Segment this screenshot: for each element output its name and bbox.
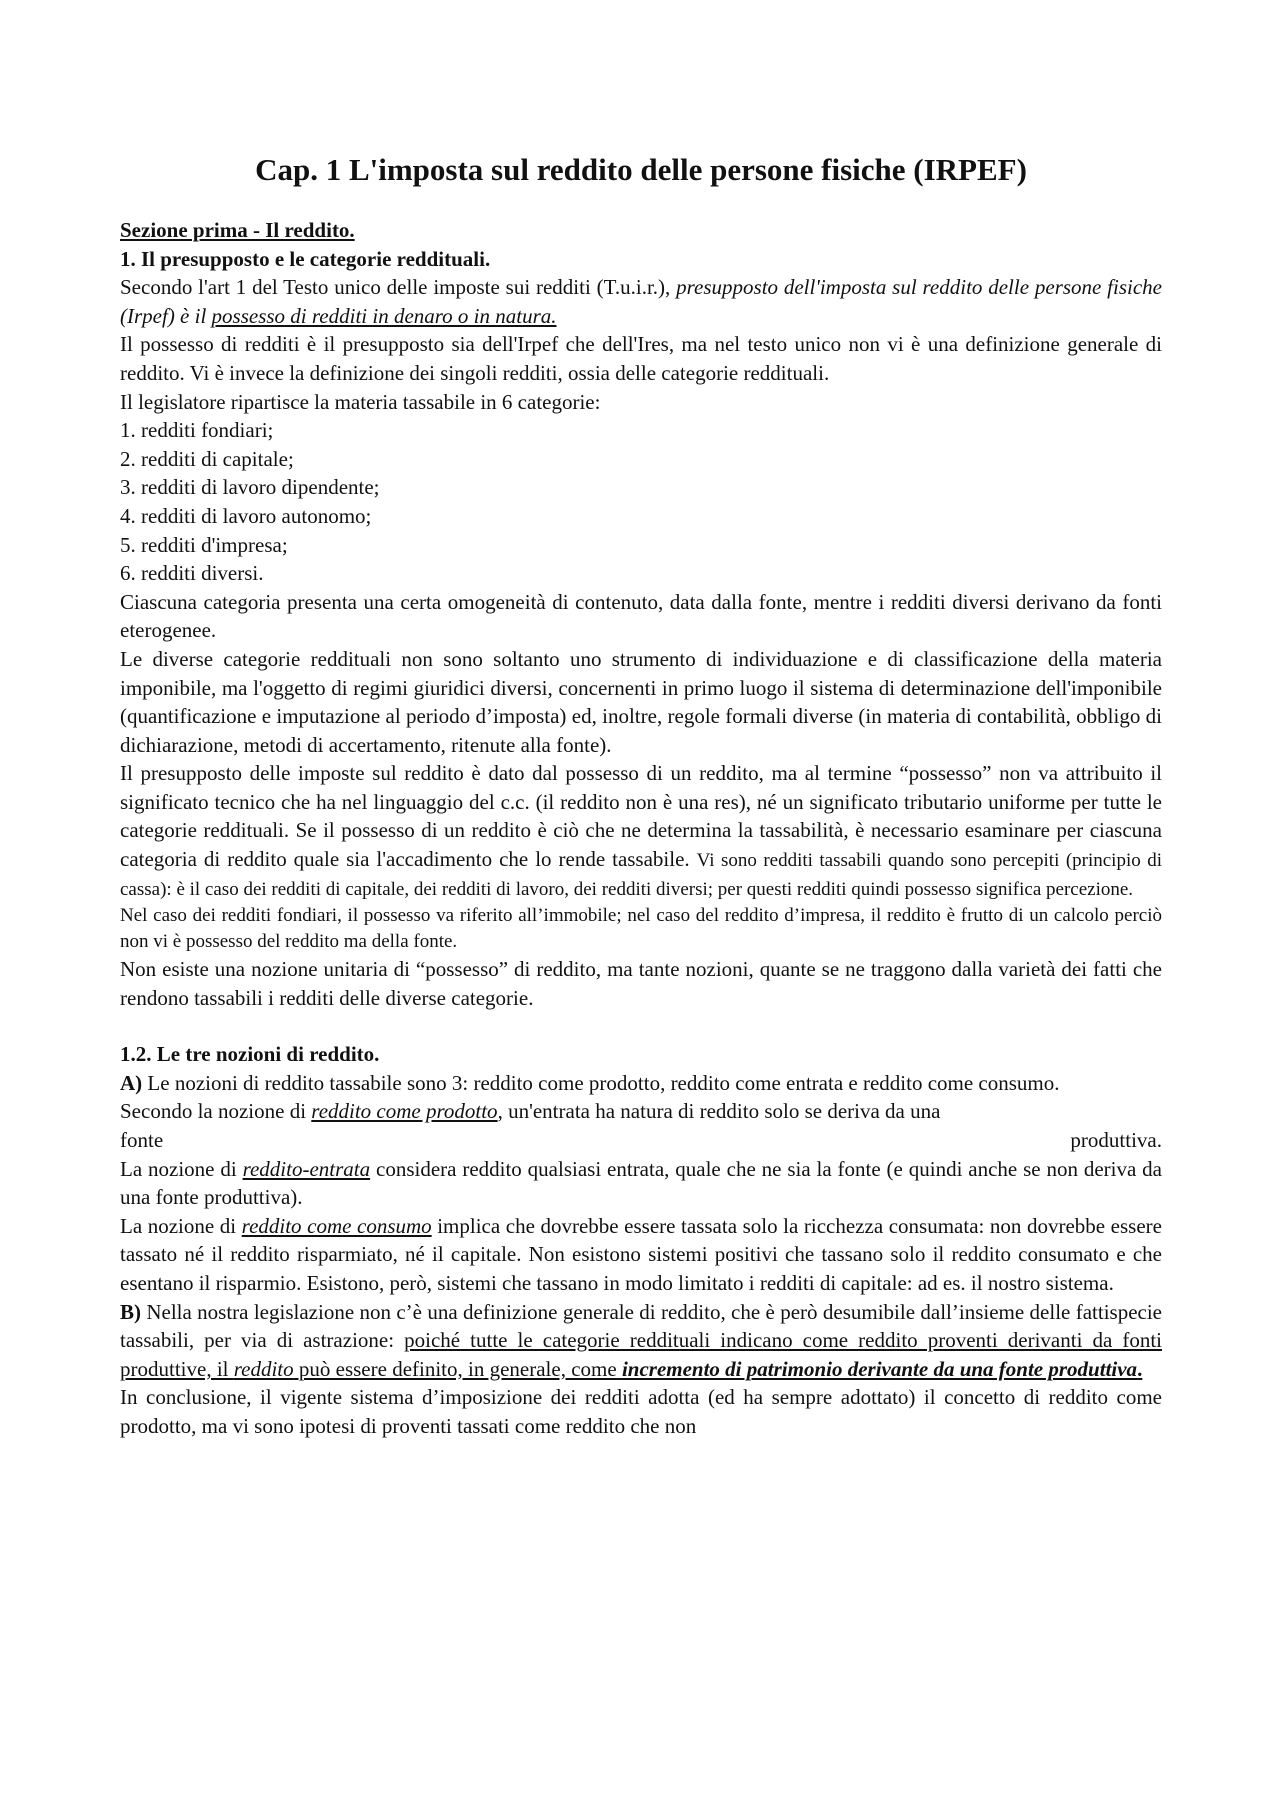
list-item: 3. redditi di lavoro dipendente; [120,475,380,500]
document-page [120,150,1162,1441]
paragraph-presupposto-possesso: Il presupposto delle imposte sul reddito è dato dal possesso di un reddito, ma al termine “possesso” non va attribuito il significato tecnico che ha nel linguaggio del c.c. (il reddito non è una res), né un significato tributario uniforme per tutte le categorie reddituali. Se il possesso di un reddito è ciò che ne determina la tassabilità, è necessario esaminare per ciascuna categoria di reddito quale sia l'accadimento che lo rende tassabile. Vi sono redditi tassabili quando sono percepiti (principio di cassa): è il caso dei redditi di capitale, dei redditi di lavoro, dei redditi diversi; per questi redditi quindi possesso significa percezione. [120,761,1162,901]
paragraph-categorie: Le diverse categorie reddituali non sono soltanto uno strumento di individuazione e di classificazione della materia imponibile, ma l'oggetto di regimi giuridici diversi, concernenti in primo luogo il sistema di determinazione dell'imponibile (quantificazione e imputazione al periodo d’imposta) ed, inoltre, regole formali diverse (in materia di contabilità, obbligo di dichiarazione, metodi di accertamento, ritenute alla fonte). [120,646,1162,757]
paragraph-omogeneita: Ciascuna categoria presenta una certa omogeneità di contenuto, data dalla fonte, mentre i redditi diversi derivano da fonti eterogenee. [120,589,1162,643]
paragraph-presupposto: Secondo l'art 1 del Testo unico delle imposte sui redditi (T.u.i.r.), presupposto dell'imposta sul reddito delle persone fisiche (Irpef) è il possesso di redditi in denaro o in natura. [120,275,1162,328]
subsection-heading-1: 1. Il presupposto e le categorie reddituali. [120,246,491,271]
paragraph-possesso: Il possesso di redditi è il presupposto sia dell'Irpef che dell'Ires, ma nel testo unico non vi è una definizione generale di reddito. Vi è invece la definizione dei singoli redditi, ossia delle categorie reddituali. [120,332,1162,385]
paragraph-conclusione: In conclusione, il vigente sistema d’imposizione dei redditi adotta (ed ha sempre adottato) il concetto di reddito come prodotto, ma vi sono ipotesi di proventi tassati come reddito che non [120,1385,1162,1438]
list-item: 4. redditi di lavoro autonomo; [120,503,372,528]
document-title: Cap. 1 L'imposta sul reddito delle persone fisiche (IRPEF) [255,152,1027,187]
list-item: 1. redditi fondiari; [120,418,274,443]
paragraph-nozioni: A) Le nozioni di reddito tassabile sono 3: reddito come prodotto, reddito come entrata e reddito come consumo. [120,1070,1060,1095]
paragraph-reddito-entrata: La nozione di reddito-entrata considera reddito qualsiasi entrata, quale che ne sia la fonte (e quindi anche se non deriva da una fonte produttiva). [120,1156,1163,1210]
section-heading: Sezione prima - Il reddito. [120,218,355,242]
list-item: 5. redditi d'impresa; [120,532,288,557]
paragraph-reddito-prodotto: Secondo la nozione di reddito come prodotto, un'entrata ha natura di reddito solo se deriva da una [120,1099,941,1124]
paragraph-fondiari: Nel caso dei redditi fondiari, il possesso va riferito all’immobile; nel caso del reddito d’impresa, il reddito è frutto di un calcolo perciò non vi è possesso del reddito ma della fonte. [120,905,1162,953]
paragraph-reddito-consumo: La nozione di reddito come consumo implica che dovrebbe essere tassata solo la ricchezza consumata: non dovrebbe essere tassato né il reddito risparmiato, né il capitale. Non esistono sistemi positivi che tassano solo il reddito consumato e che esentano il risparmio. Esistono, però, sistemi che tassano in modo limitato i redditi di capitale: ad es. il nostro sistema. [120,1213,1162,1295]
list-item: 2. redditi di capitale; [120,446,294,471]
list-item: 6. redditi diversi. [120,561,264,586]
paragraph-reddito-prodotto-end: fonte produttiva. [120,1128,1162,1153]
paragraph-definizione: B) Nella nostra legislazione non c’è una definizione generale di reddito, che è però desumibile dall’insieme delle fattispecie tassabili, per via di astrazione: poiché tutte le categorie reddituali indicano come reddito proventi derivanti da fonti produttive, il reddito può essere definito, in generale, come incremento di patrimonio derivante da una fonte produttiva. [120,1299,1162,1381]
paragraph-legislatore: Il legislatore ripartisce la materia tassabile in 6 categorie: [120,389,601,414]
subsection-heading-2: 1.2. Le tre nozioni di reddito. [120,1042,380,1067]
paragraph-nozione-unitaria: Non esiste una nozione unitaria di “possesso” di reddito, ma tante nozioni, quante se ne traggono dalla varietà dei fatti che rendono tassabili i redditi delle diverse categorie. [120,957,1162,1010]
